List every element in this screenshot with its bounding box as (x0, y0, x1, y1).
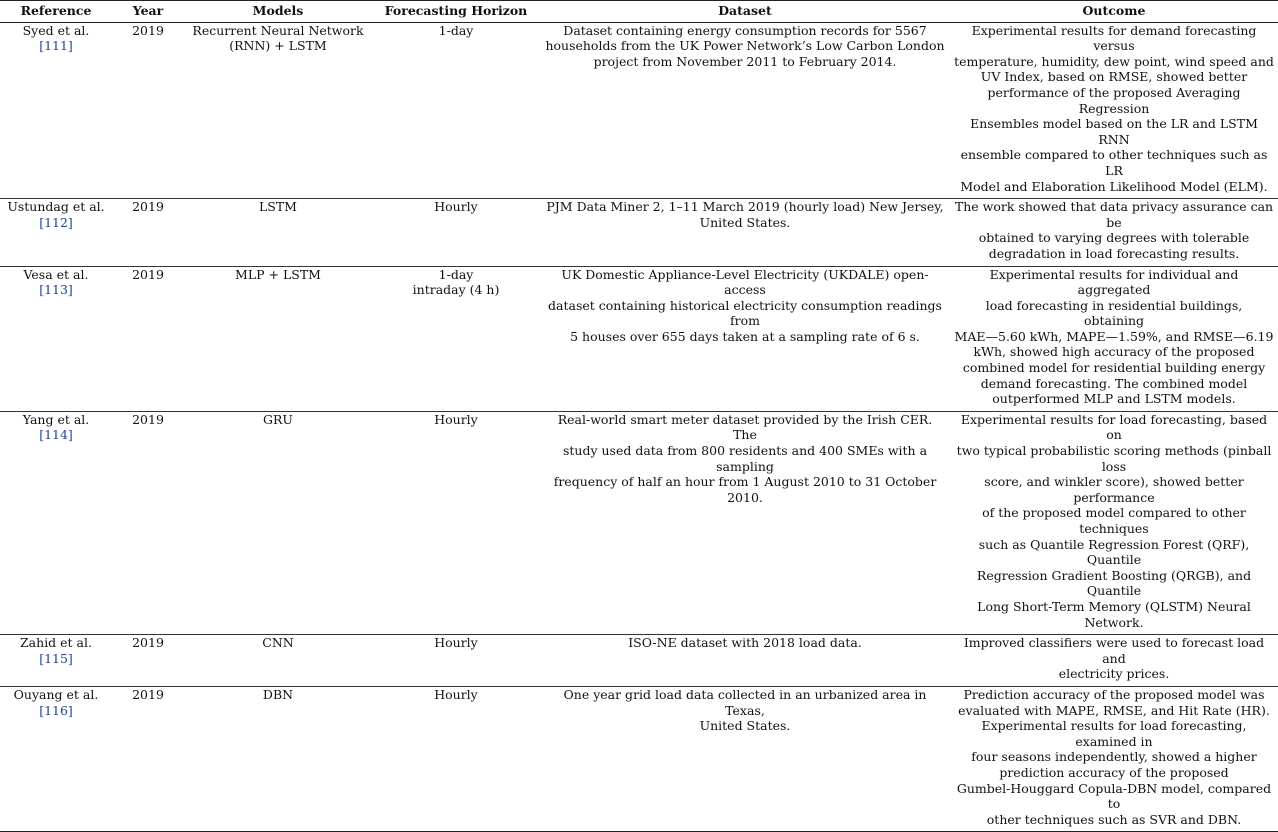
citation-link[interactable]: [116] (39, 702, 73, 718)
outcome-cell (950, 411, 1278, 634)
dataset-line: United States. (699, 214, 791, 230)
horizon-line: Hourly (434, 199, 478, 215)
models-cell (184, 411, 372, 634)
year-cell: 2019 (112, 199, 184, 266)
dataset-line: Dataset containing energy consumption records for 5567 (563, 22, 927, 38)
reference-author: Ustundag et al. (7, 199, 105, 215)
outcome-line: Experimental results for demand forecasting versus (971, 22, 1257, 54)
horizon-line: 1-day (438, 266, 474, 282)
table-row (0, 411, 1278, 634)
year-cell: 2019 (112, 686, 184, 831)
models-cell (184, 266, 372, 411)
reference-cell (0, 411, 112, 634)
outcome-line: outperformed MLP and LSTM models. (992, 391, 1236, 407)
reference-cell (0, 635, 112, 687)
citation-link[interactable]: [115] (39, 650, 73, 666)
outcome-line: of the proposed model compared to other techniques (982, 505, 1246, 536)
dataset-line: households from the UK Power Network’s Low Carbon London (545, 38, 945, 54)
horizon-cell (372, 411, 540, 634)
horizon-cell (372, 199, 540, 266)
models-line: DBN (262, 686, 294, 702)
horizon-line: Hourly (434, 686, 478, 702)
reference-author: Ouyang et al. (13, 686, 99, 702)
header-row (0, 1, 1278, 23)
horizon-line: 1-day (438, 22, 474, 38)
outcome-line: Improved classifiers were used to forecast load and (963, 635, 1265, 666)
outcome-line: performance of the proposed Averaging Regression (987, 84, 1241, 116)
outcome-line: Long Short-Term Memory (QLSTM) Neural Network. (977, 598, 1251, 630)
dataset-cell (540, 411, 950, 634)
outcome-line: Regression Gradient Boosting (QRGB), and Quantile (976, 567, 1252, 599)
horizon-line: intraday (4 h) (412, 282, 500, 298)
table-row (0, 635, 1278, 687)
outcome-line: Prediction accuracy of the proposed model was (963, 686, 1265, 702)
outcome-line: Experimental results for load forecasting, examined in (981, 718, 1247, 749)
models-cell (184, 22, 372, 199)
outcome-cell (950, 635, 1278, 687)
year-cell: 2019 (112, 411, 184, 634)
outcome-cell (950, 686, 1278, 831)
dataset-cell (540, 686, 950, 831)
dataset-line: Real-world smart meter dataset provided by the Irish CER. The (557, 411, 933, 443)
outcome-line: combined model for residential building energy (962, 360, 1266, 376)
reference-author: Zahid et al. (20, 635, 92, 651)
dataset-cell (540, 266, 950, 411)
outcome-line: temperature, humidity, dew point, wind speed and (954, 53, 1274, 69)
year-cell: 2019 (112, 22, 184, 199)
citation-link[interactable]: [113] (39, 282, 73, 298)
dataset-line: study used data from 800 residents and 400 SMEs with a sampling (562, 443, 928, 474)
table-row (0, 22, 1278, 199)
outcome-line: Model and Elaboration Likelihood Model (ELM). (960, 178, 1268, 194)
reference-author: Yang et al. (22, 411, 90, 427)
models-cell (184, 199, 372, 266)
dataset-line: ISO-NE dataset with 2018 load data. (628, 635, 862, 651)
models-line: Recurrent Neural Network (192, 22, 364, 38)
dataset-cell (540, 22, 950, 199)
outcome-cell (950, 199, 1278, 266)
header-models: Models (184, 1, 372, 23)
citation-link[interactable]: [111] (39, 38, 73, 54)
dataset-cell (540, 199, 950, 266)
reference-cell (0, 266, 112, 411)
outcome-line: kWh, showed high accuracy of the proposed (973, 344, 1255, 360)
outcome-line: demand forecasting. The combined model (980, 375, 1248, 391)
horizon-cell (372, 22, 540, 199)
table-body (0, 22, 1278, 832)
horizon-cell (372, 266, 540, 411)
year-cell: 2019 (112, 635, 184, 687)
outcome-line: The work showed that data privacy assurance can be (954, 199, 1274, 230)
models-line: GRU (263, 411, 293, 427)
header-horizon: Forecasting Horizon (372, 1, 540, 23)
outcome-line: score, and winkler score), showed better performance (984, 474, 1244, 505)
dataset-line: One year grid load data collected in an urbanized area in Texas, (563, 686, 927, 718)
reference-author: Syed et al. (22, 22, 90, 38)
outcome-line: ensemble compared to other techniques such as LR (960, 147, 1268, 178)
horizon-cell (372, 686, 540, 831)
year-cell: 2019 (112, 266, 184, 411)
dataset-line: dataset containing historical electricity consumption readings from (548, 297, 942, 329)
dataset-line: frequency of half an hour from 1 August 2010 to 31 October 2010. (553, 474, 937, 505)
outcome-line: electricity prices. (1058, 666, 1170, 682)
outcome-cell (950, 266, 1278, 411)
dataset-line: United States. (699, 718, 791, 734)
citation-link[interactable]: [112] (39, 214, 73, 230)
horizon-line: Hourly (434, 635, 478, 651)
outcome-line: UV Index, based on RMSE, showed better (980, 69, 1248, 85)
horizon-line: Hourly (434, 411, 478, 427)
header-year: Year (112, 1, 184, 23)
outcome-line: prediction accuracy of the proposed (999, 764, 1229, 780)
outcome-line: load forecasting in residential buildings, obtaining (985, 297, 1243, 329)
models-cell (184, 635, 372, 687)
outcome-line: Experimental results for load forecasting, based on (960, 411, 1268, 443)
dataset-line: UK Domestic Appliance-Level Electricity (UKDALE) open-access (561, 266, 929, 298)
table-row (0, 686, 1278, 831)
outcome-cell (950, 22, 1278, 199)
citation-link[interactable]: [114] (39, 427, 73, 443)
outcome-line: Gumbel-Houggard Copula-DBN model, compared to (956, 780, 1272, 812)
outcome-line: obtained to varying degrees with tolerable (978, 230, 1250, 246)
dataset-cell (540, 635, 950, 687)
outcome-line: degradation in load forecasting results. (988, 245, 1240, 261)
reference-cell (0, 22, 112, 199)
table-row (0, 266, 1278, 411)
reference-author: Vesa et al. (23, 266, 89, 282)
outcome-line: Ensembles model based on the LR and LSTM RNN (970, 116, 1258, 147)
dataset-line: 5 houses over 655 days taken at a sampling rate of 6 s. (570, 328, 920, 344)
outcome-line: MAE—5.60 kWh, MAPE—1.59%, and RMSE—6.19 (954, 328, 1274, 344)
header-outcome: Outcome (950, 1, 1278, 23)
models-line: LSTM (258, 199, 297, 215)
header-reference: Reference (0, 1, 112, 23)
outcome-line: two typical probabilistic scoring methods (pinball loss (956, 443, 1272, 474)
dataset-line: project from November 2011 to February 2014. (593, 53, 897, 69)
horizon-cell (372, 635, 540, 687)
models-line: (RNN) + LSTM (229, 38, 327, 54)
outcome-line: Experimental results for individual and aggregated (989, 266, 1239, 298)
models-line: CNN (262, 635, 294, 651)
outcome-line: evaluated with MAPE, RMSE, and Hit Rate (HR). (958, 702, 1270, 718)
reference-cell (0, 686, 112, 831)
models-cell (184, 686, 372, 831)
table-header (0, 1, 1278, 23)
reference-cell (0, 199, 112, 266)
dataset-line: PJM Data Miner 2, 1–11 March 2019 (hourly load) New Jersey, (546, 199, 944, 215)
header-dataset: Dataset (540, 1, 950, 23)
models-line: MLP + LSTM (235, 266, 321, 282)
outcome-line: such as Quantile Regression Forest (QRF), Quantile (978, 536, 1250, 568)
outcome-line: four seasons independently, showed a higher (971, 749, 1257, 765)
table-row (0, 199, 1278, 266)
outcome-line: other techniques such as SVR and DBN. (986, 811, 1242, 827)
